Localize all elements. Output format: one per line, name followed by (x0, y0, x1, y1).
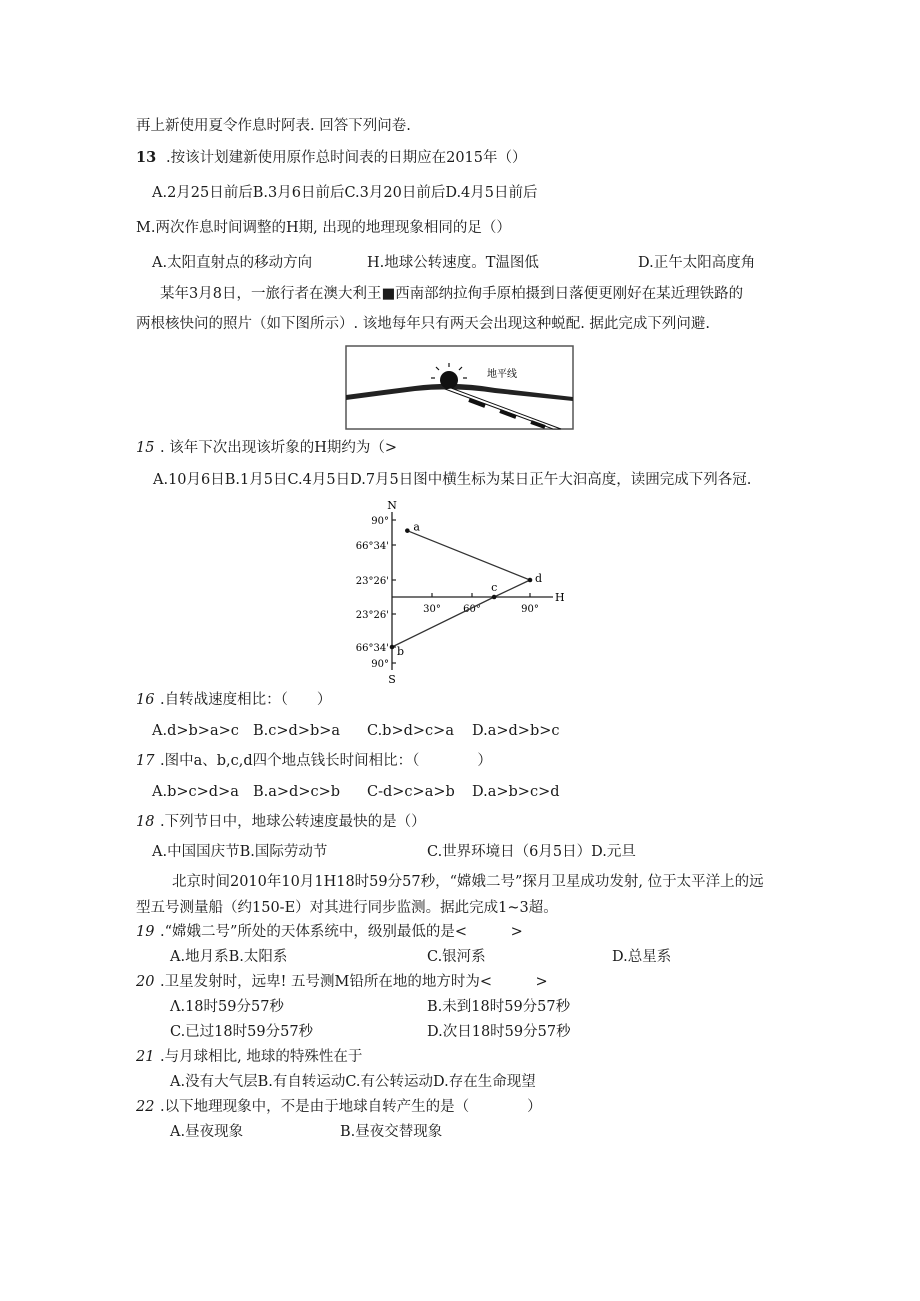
q16-number: 16 (136, 692, 155, 708)
q14-option-a: A.太阳直射点的移动方向 (152, 255, 313, 271)
q22-number: 22 (136, 1099, 155, 1115)
q19-option-d: D.总星系 (612, 949, 672, 965)
y-tick-label: 66°34' (355, 541, 389, 552)
q17-option: B.a>d>c>b (253, 784, 341, 800)
y-tick-label: 90° (371, 516, 389, 527)
q15-number: 15 (136, 440, 155, 456)
q18-option-a: A.中国国庆节B.国际劳动节 (152, 844, 328, 860)
q20-option-a: Λ.18时59分57秒 (170, 999, 284, 1015)
point-label-a: a (413, 520, 420, 534)
sunset-railway-figure (345, 345, 574, 430)
q20-stem: .卫星发射时，远卑! 五号测M铅所在地的地方时为< > (160, 974, 548, 990)
q13-options: A.2月25日前后B.3月6日前后C.3月20日前后D.4月5日前后 (152, 185, 538, 201)
passage2-line2: 型五号测量船（约150-E）对其进行同步监测。据此完成1~3超。 (136, 900, 558, 916)
y-tick-label: 23°26' (355, 610, 389, 621)
q13-stem: .按该计划建新使用原作总时间表的日期应在2015年（） (166, 150, 527, 166)
q19-option-c: C.银河系 (427, 949, 486, 965)
q21-options: A.没有大气层B.有自转运动C.有公转运动D.存在生命现望 (170, 1074, 536, 1090)
series-line (392, 531, 530, 647)
q16-option: D.a>d>b>c (472, 723, 560, 739)
point-b (390, 645, 395, 650)
x-tick-labels (423, 604, 539, 615)
q15-options: A.10月6日B.1月5日C.4月5日D.7月5日图中横生标为某日正午大汩高度，读囲完成下列各冠. (153, 472, 752, 488)
passage1-line2: 两根核快问的照片（如下图所示）. 该地每年只有两天会出现这种蜕配. 据此完成下列问避. (136, 316, 711, 332)
q19-number: 19 (136, 924, 155, 940)
q18-number: 18 (136, 814, 155, 830)
q16-option: A.d>b>a>c (152, 723, 239, 739)
y-axis-top-label: N (387, 500, 397, 512)
q16-option: C.b>d>c>a (367, 723, 454, 739)
q19-option-ab: A.地月系B.太阳系 (170, 949, 288, 965)
y-tick-label: 23°26' (355, 576, 389, 587)
horizon-label: 地平线 (487, 369, 517, 380)
q20-option-d: D.次日18时59分57秒 (427, 1024, 571, 1040)
q20-number: 20 (136, 974, 155, 990)
passage2-line1: 北京时间2010年10月1H18时59分57秒，“嫦娥二号”探月卫星成功发射, 位于太平洋上的远 (172, 874, 764, 890)
point-label-d: d (535, 572, 543, 585)
q20-option-c: C.已过18时59分57秒 (170, 1024, 314, 1040)
x-tick-label: 60° (463, 604, 481, 615)
y-tick-label: 66°34' (355, 643, 389, 654)
q17-option: A.b>c>d>a (152, 784, 239, 800)
y-tick-label: 90° (371, 659, 389, 670)
q19-stem: .“嫦娥二号”所处的天体系统中，级别最低的是< > (160, 924, 523, 940)
point-a (405, 528, 410, 533)
passage1-line1: 某年3月8日，一旅行者在澳大利王■西南部纳拉侚手原柏摄到日落便更刚好在某近理铁路的 (160, 286, 744, 302)
q18-option-c: C.世界环境日（6月5日）D.元旦 (427, 844, 636, 860)
q13-number: 13 (136, 149, 157, 166)
setting-sun (440, 371, 458, 389)
q14-option-d: D.正午太阳高度角 (638, 255, 756, 271)
q15-stem: . 该年下次出现该圻象的H期约为（> (160, 440, 398, 456)
intro-line: 再上新使用夏令作息时阿表. 回答下列问卷. (136, 118, 411, 134)
x-axis-label: H (555, 591, 565, 604)
q22-option-a: A.昼夜现象 (170, 1124, 244, 1140)
q14-stem: M.两次作息时间调整的H期, 出现的地理现象相同的足（） (136, 220, 511, 236)
q17-option: C-d>c>a>b (367, 784, 455, 800)
q17-stem: .图中a、b,c,d四个地点钱长时间相比：（ ） (160, 753, 492, 769)
x-tick-label: 30° (423, 604, 441, 615)
q20-option-b: B.未到18时59分57秒 (427, 999, 571, 1015)
q17-number: 17 (136, 753, 155, 769)
q16-option: B.c>d>b>a (253, 723, 341, 739)
x-tick-label: 90° (521, 604, 539, 615)
q22-option-b: B.昼夜交替现象 (340, 1124, 443, 1140)
y-tick-labels (356, 516, 389, 670)
y-axis-bottom-label: S (388, 673, 396, 685)
q17-option: D.a>b>c>d (472, 784, 560, 800)
q18-stem: .下列节日中，地球公转速度最快的是（） (160, 814, 426, 830)
q22-stem: .以下地理现象中，不是由于地球自转产生的是（ ） (160, 1099, 542, 1115)
q21-stem: .与月球相比, 地球的特殊性在于 (160, 1049, 363, 1065)
point-d (528, 578, 533, 583)
point-label-b: b (397, 645, 405, 658)
q21-number: 21 (136, 1049, 155, 1065)
q16-stem: .自转战速度相比：（ ） (160, 692, 332, 708)
point-c (492, 595, 497, 600)
q14-option-b: H.地球公转速度。T温图低 (367, 255, 539, 271)
noon-sun-height-chart (355, 500, 575, 685)
point-label-c: c (491, 581, 498, 594)
